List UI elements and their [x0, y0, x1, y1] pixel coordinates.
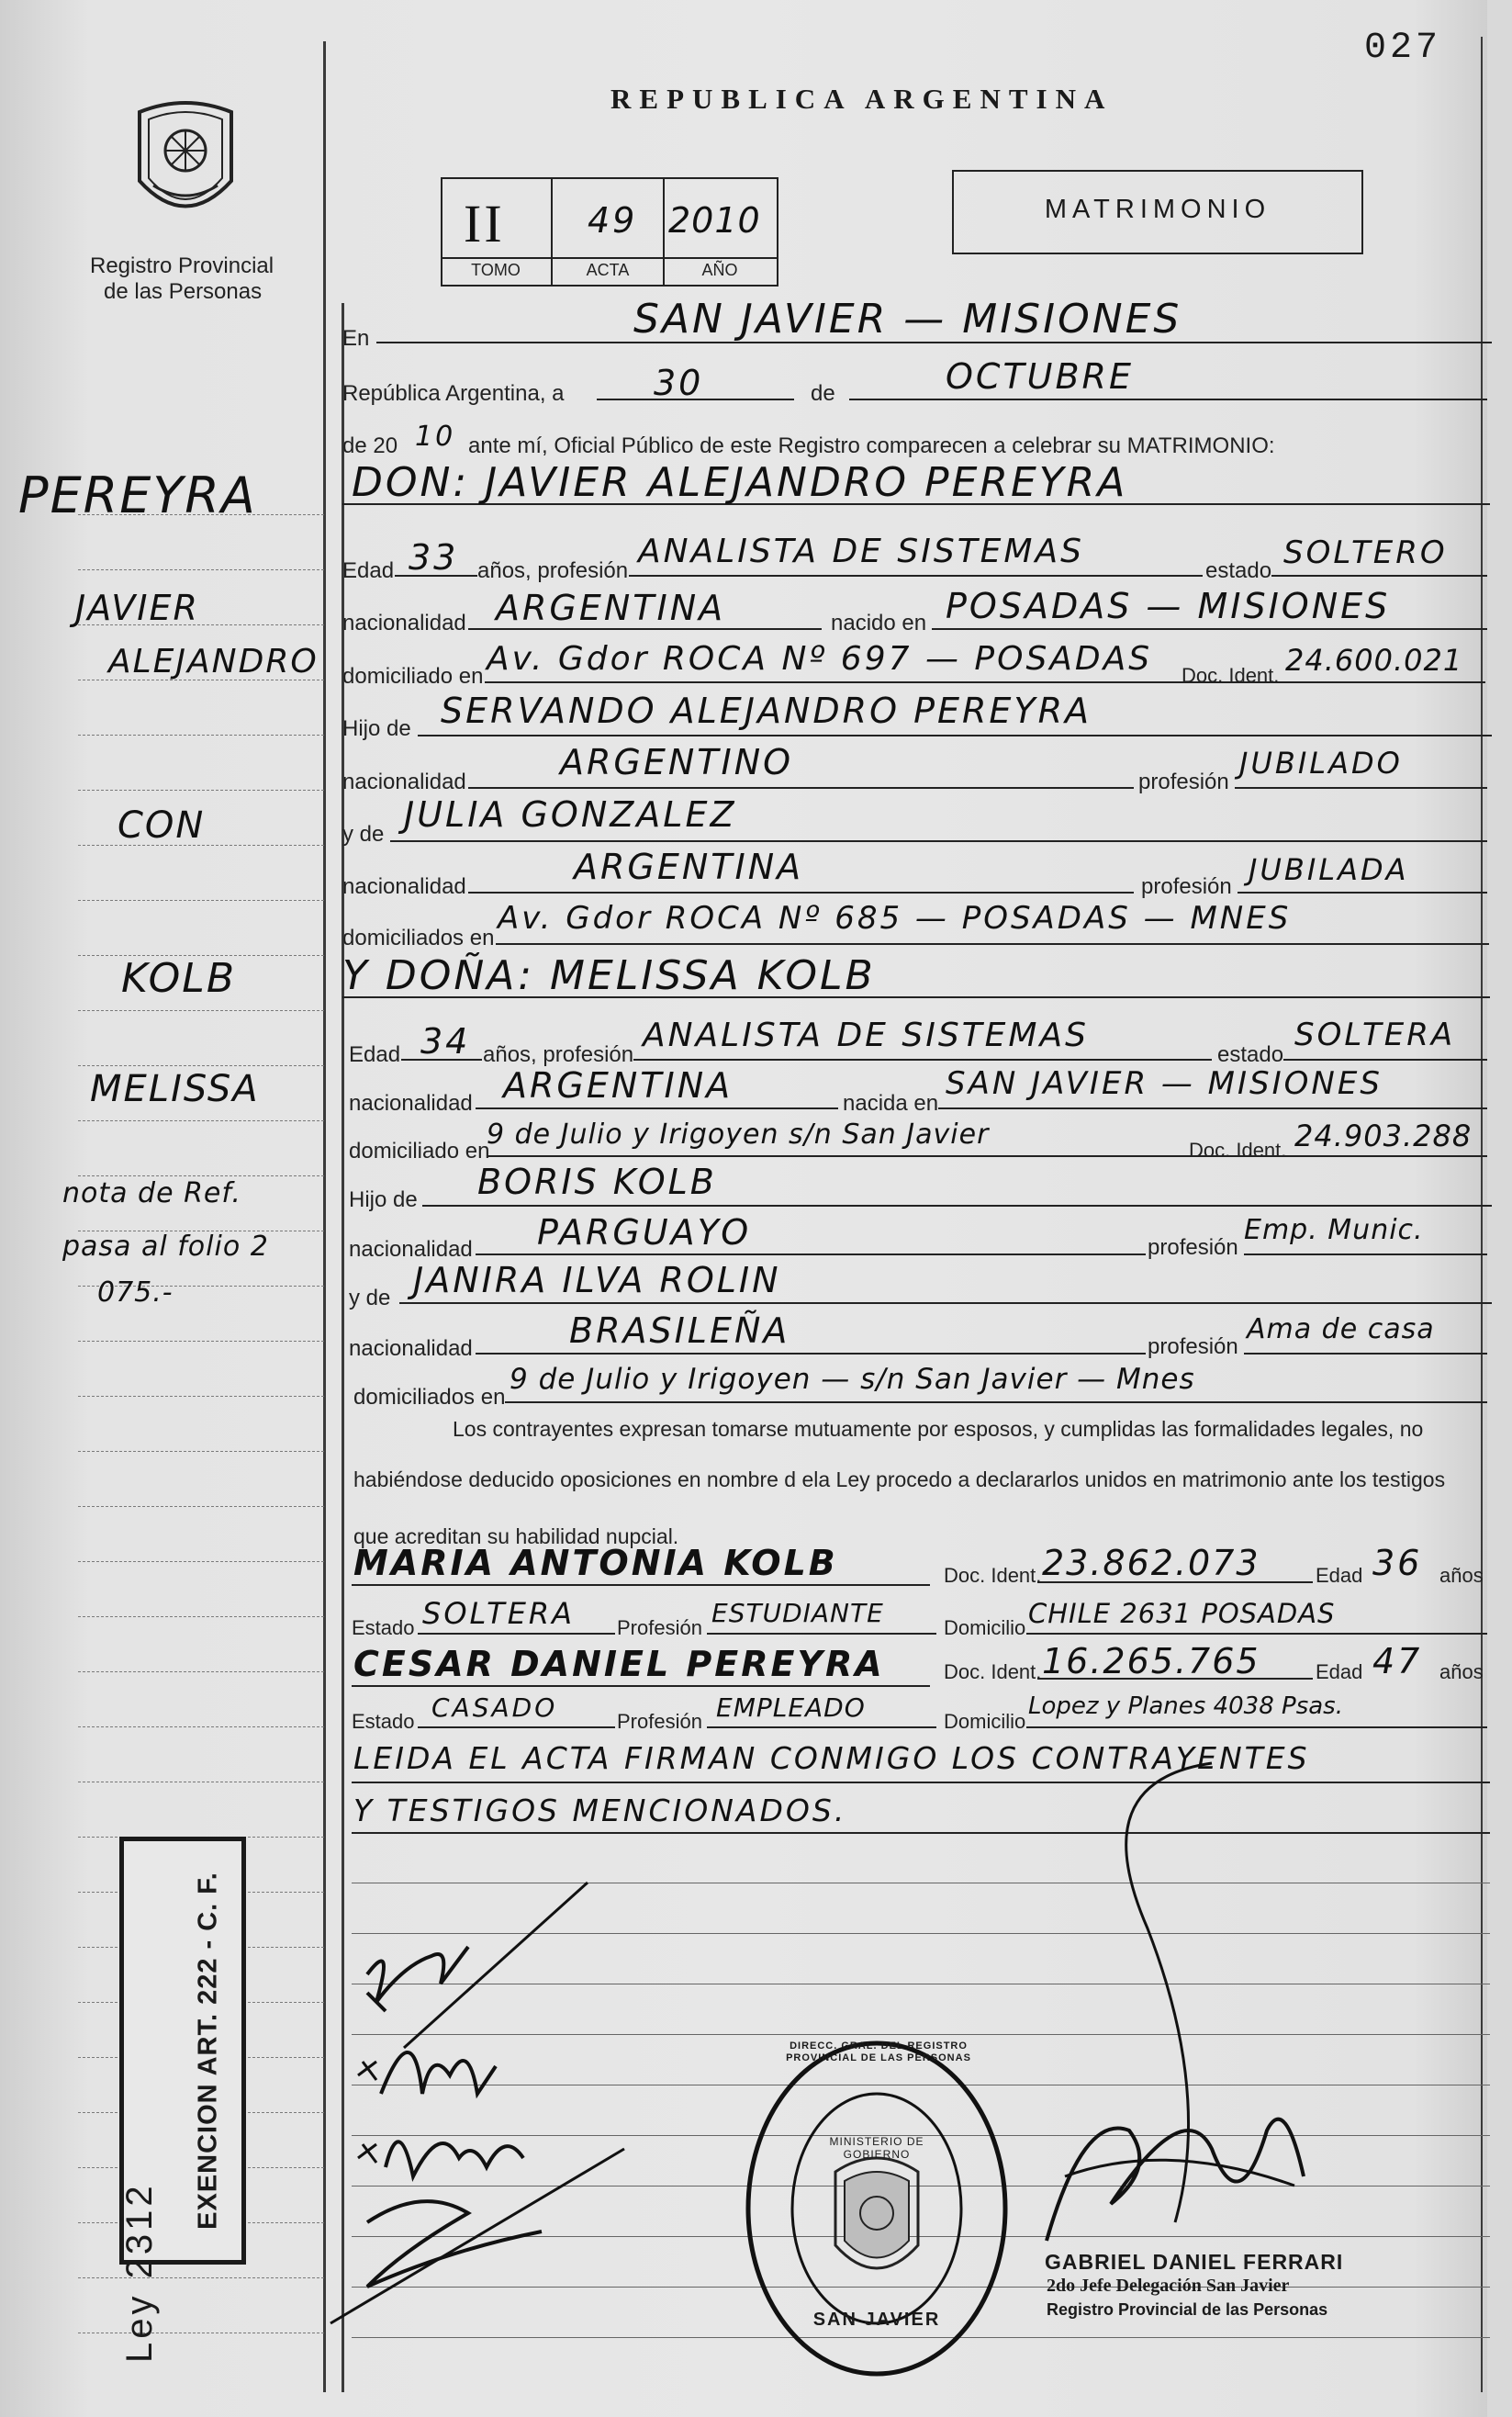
registry-line2: de las Personas — [104, 279, 263, 304]
anio-label: AÑO — [701, 261, 738, 279]
rule — [487, 1155, 1487, 1157]
tomo-label: TOMO — [471, 261, 521, 279]
witness2-age: 47 — [1372, 1641, 1423, 1681]
witness1-profession: ESTUDIANTE — [711, 1598, 884, 1628]
groom-age: 33 — [409, 537, 459, 578]
rule — [1235, 787, 1487, 789]
rule — [399, 1302, 1492, 1304]
rule — [849, 399, 1487, 400]
rule — [1244, 1353, 1487, 1355]
groom-father: SERVANDO ALEJANDRO PEREYRA — [441, 691, 1092, 731]
groom-parents-address: Av. Gdor ROCA Nº 685 — POSADAS — MNES — [498, 900, 1292, 937]
label-hijo: Hijo de — [342, 716, 411, 741]
closing-line2: Y TESTIGOS MENCIONADOS. — [353, 1793, 847, 1828]
label-yde-gm: y de — [342, 822, 385, 847]
label-republica: República Argentina, a — [342, 381, 565, 406]
groom-profession: ANALISTA DE SISTEMAS — [638, 533, 1084, 570]
margin-surname1: PEREYRA — [18, 467, 257, 524]
round-seal-bottom-text: SAN JAVIER — [812, 2310, 941, 2330]
label-anios-w2: años — [1439, 1660, 1484, 1683]
label-nacionalidad-gf: nacionalidad — [342, 770, 466, 794]
rule — [485, 681, 1485, 683]
rule — [1026, 1633, 1487, 1635]
official-signature — [1028, 1745, 1322, 2259]
rule — [1271, 575, 1487, 577]
rule — [1026, 1726, 1487, 1728]
tomo-value: II — [464, 194, 505, 253]
label-docident-b: Doc. Ident. — [1189, 1139, 1287, 1162]
rule — [633, 1059, 1212, 1061]
anio-value: 2010 — [668, 200, 761, 241]
margin-given2: MELISSA — [90, 1068, 260, 1110]
bride-doc: 24.903.288 — [1294, 1119, 1473, 1153]
rule — [476, 1353, 1146, 1355]
witness1-age: 36 — [1372, 1543, 1423, 1583]
margin-line — [78, 1671, 324, 1673]
label-de: de — [811, 381, 835, 406]
witness1-address: CHILE 2631 POSADAS — [1028, 1598, 1336, 1629]
label-estado-w1: Estado — [352, 1616, 415, 1639]
rule — [505, 1401, 1487, 1403]
groom-name: DON: JAVIER ALEJANDRO PEREYRA — [352, 459, 1128, 506]
margin-line — [78, 1396, 324, 1398]
rule — [707, 1633, 936, 1635]
signatures-drawing — [312, 1864, 643, 2342]
margin-line — [78, 900, 324, 902]
witness1-doc: 23.862.073 — [1042, 1543, 1260, 1583]
margin-line — [78, 790, 324, 792]
rule — [352, 1584, 930, 1586]
margin-line — [78, 569, 324, 571]
label-profesion-gm: profesión — [1141, 874, 1232, 899]
rule — [468, 628, 822, 630]
record-type: MATRIMONIO — [1044, 195, 1271, 224]
bride-address: 9 de Julio y Irigoyen s/n San Javier — [487, 1119, 990, 1151]
rule — [629, 575, 1203, 577]
label-yde-bm: y de — [349, 1286, 391, 1310]
label-nacido: nacido en — [831, 611, 927, 635]
label-estado-b: estado — [1217, 1042, 1284, 1067]
margin-line — [78, 1506, 324, 1508]
declaration-line3: que acreditan su habilidad nupcial. — [353, 1524, 679, 1548]
margin-line — [78, 1065, 324, 1067]
groom-mother-profession: JUBILADA — [1249, 852, 1409, 887]
label-estado-w2: Estado — [352, 1710, 415, 1733]
bride-father: BORIS KOLB — [477, 1162, 717, 1202]
groom-father-profession: JUBILADO — [1239, 746, 1403, 781]
bride-father-nationality: PARGUAYO — [537, 1212, 752, 1253]
rule — [468, 892, 1134, 894]
margin-line — [78, 1782, 324, 1783]
groom-father-nationality: ARGENTINO — [560, 742, 794, 782]
rule — [418, 735, 1492, 736]
label-hijo-b: Hijo de — [349, 1187, 418, 1212]
margin-line — [78, 735, 324, 736]
marriage-year-suffix: 10 — [415, 421, 456, 453]
margin-surname2: KOLB — [121, 955, 237, 1002]
witness2-profession: EMPLEADO — [716, 1692, 866, 1723]
label-edad-b: Edad — [349, 1042, 401, 1067]
label-edad-w2: Edad — [1316, 1660, 1363, 1683]
label-profesion-w2: Profesión — [617, 1710, 702, 1733]
rule — [938, 1107, 1487, 1109]
bride-parents-address: 9 de Julio y Irigoyen — s/n San Javier — Mnes — [510, 1363, 1195, 1396]
declaration-line1: Los contrayentes expresan tomarse mutuamente por esposos, y cumplidas las formalidades legales, no — [453, 1417, 1424, 1441]
label-docident-w1: Doc. Ident. — [944, 1564, 1042, 1587]
label-anios-prof-b: años, profesión — [483, 1042, 634, 1067]
page-number: 027 — [1364, 28, 1442, 69]
label-docident-w2: Doc. Ident. — [944, 1660, 1042, 1683]
label-nacida: nacida en — [843, 1091, 939, 1116]
closing-line1: LEIDA EL ACTA FIRMAN CONMIGO LOS CONTRAYENTES — [353, 1740, 1310, 1776]
margin-line — [78, 1726, 324, 1728]
label-domiciliados-b: domiciliados en — [353, 1385, 506, 1410]
province-seal-icon — [121, 94, 250, 231]
round-seal-outer-text: DIRECC. GRAL. DEL REGISTRO PROVINCIAL DE LAS PERSONAS — [786, 2040, 971, 2063]
rule — [468, 787, 1134, 789]
rule — [476, 1253, 1146, 1255]
round-seal — [739, 2034, 1014, 2383]
groom-birthplace: POSADAS — MISIONES — [946, 586, 1391, 626]
rule — [352, 1685, 930, 1687]
margin-given1a: JAVIER — [75, 588, 199, 628]
marriage-place: SAN JAVIER — MISIONES — [633, 296, 1182, 343]
label-de20: de 20 — [342, 433, 398, 458]
marriage-month: OCTUBRE — [946, 356, 1134, 397]
label-profesion-bf: profesión — [1148, 1235, 1238, 1260]
label-estado: estado — [1205, 558, 1272, 583]
bride-name: Y DOÑA: MELISSA KOLB — [342, 952, 876, 999]
label-profesion-w1: Profesión — [617, 1616, 702, 1639]
official-org: Registro Provincial de las Personas — [1047, 2300, 1328, 2319]
groom-mother-nationality: ARGENTINA — [574, 847, 804, 887]
label-nacionalidad-b: nacionalidad — [349, 1091, 473, 1116]
round-seal-inner-text: MINISTERIO DE GOBIERNO — [829, 2135, 924, 2161]
label-nacionalidad-bf: nacionalidad — [349, 1237, 473, 1262]
label-edad-w1: Edad — [1316, 1564, 1363, 1587]
margin-line — [78, 1341, 324, 1343]
margin-line — [78, 1616, 324, 1618]
groom-nationality: ARGENTINA — [496, 588, 726, 628]
stamp-line2: EXENCION ART. 222 - C. F. — [193, 1872, 223, 2230]
margin-line — [78, 1120, 324, 1122]
margin-line — [78, 2333, 324, 2334]
bride-estado: SOLTERA — [1294, 1017, 1456, 1053]
registry-line1: Registro Provincial — [90, 253, 274, 278]
witness2-name: CESAR DANIEL PEREYRA — [353, 1644, 885, 1684]
bride-mother-profession: Ama de casa — [1247, 1313, 1435, 1345]
label-domiciliado: domiciliado en — [342, 664, 484, 689]
margin-note3: 075.- — [97, 1276, 174, 1309]
acta-value: 49 — [588, 200, 638, 241]
rule — [496, 943, 1489, 945]
witness1-name: MARIA ANTONIA KOLB — [353, 1543, 838, 1583]
label-docident: Doc. Ident. — [1182, 664, 1280, 687]
official-title: 2do Jefe Delegación San Javier — [1047, 2276, 1290, 2296]
rule — [707, 1726, 936, 1728]
groom-doc: 24.600.021 — [1285, 643, 1463, 678]
declaration-line2: habiéndose deducido oposiciones en nombre d ela Ley procedo a declararlos unidos en matrimonio ante los testigos — [353, 1467, 1446, 1491]
rule — [476, 1107, 838, 1109]
exemption-stamp — [119, 1837, 246, 2363]
rule — [418, 1726, 615, 1728]
rule — [1283, 1059, 1487, 1061]
bride-mother-nationality: BRASILEÑA — [569, 1310, 790, 1351]
label-nacionalidad-bm: nacionalidad — [349, 1336, 473, 1361]
margin-line — [78, 1561, 324, 1563]
groom-mother: JULIA GONZALEZ — [404, 794, 737, 835]
label-domiciliado-b: domiciliado en — [349, 1139, 490, 1164]
label-en: En — [342, 326, 370, 351]
label-nacionalidad-gm: nacionalidad — [342, 874, 466, 899]
margin-line — [78, 2277, 324, 2279]
right-rule — [1481, 37, 1483, 2392]
label-anios-w1: años — [1439, 1564, 1484, 1587]
rule — [1244, 1253, 1487, 1255]
acta-label: ACTA — [586, 261, 630, 279]
label-domicilio-w2: Domicilio — [944, 1710, 1026, 1733]
table-divider — [441, 257, 777, 259]
bride-father-profession: Emp. Munic. — [1244, 1214, 1424, 1246]
witness2-address: Lopez y Planes 4038 Psas. — [1028, 1692, 1343, 1720]
groom-address: Av. Gdor ROCA Nº 697 — POSADAS — [487, 640, 1153, 678]
rule — [1238, 892, 1487, 894]
margin-note2: pasa al folio 2 — [62, 1231, 269, 1263]
bride-birthplace: SAN JAVIER — MISIONES — [946, 1065, 1383, 1102]
witness2-doc: 16.265.765 — [1042, 1641, 1260, 1681]
label-profesion-gf: profesión — [1138, 770, 1229, 794]
rule — [418, 1633, 615, 1635]
label-domicilio-w1: Domicilio — [944, 1616, 1026, 1639]
bride-profession: ANALISTA DE SISTEMAS — [643, 1017, 1089, 1054]
margin-con: CON — [118, 804, 206, 847]
margin-line — [78, 1010, 324, 1012]
country-title: REPUBLICA ARGENTINA — [610, 83, 1114, 115]
witness2-estado: CASADO — [431, 1692, 558, 1723]
label-ante: ante mí, Oficial Público de este Registro comparecen a celebrar su MATRIMONIO: — [468, 433, 1275, 458]
label-nacionalidad: nacionalidad — [342, 611, 466, 635]
margin-line — [78, 1451, 324, 1453]
stamp-line1: Ley 2312 — [119, 2182, 160, 2363]
rule — [422, 1205, 1492, 1207]
witness1-estado: SOLTERA — [422, 1596, 576, 1631]
label-domiciliados-g: domiciliados en — [342, 926, 495, 950]
bride-age: 34 — [420, 1021, 471, 1062]
marriage-day: 30 — [654, 363, 704, 403]
label-edad: Edad — [342, 558, 395, 583]
bride-mother: JANIRA ILVA ROLIN — [413, 1260, 781, 1300]
label-profesion-bm: profesión — [1148, 1334, 1238, 1359]
label-anios-prof: años, profesión — [477, 558, 629, 583]
groom-estado: SOLTERO — [1283, 534, 1448, 571]
margin-given1b: ALEJANDRO — [108, 643, 319, 680]
bride-nationality: ARGENTINA — [503, 1065, 734, 1106]
rule — [390, 840, 1487, 842]
official-name: GABRIEL DANIEL FERRARI — [1045, 2250, 1344, 2274]
rule — [932, 628, 1487, 630]
margin-note1: nota de Ref. — [62, 1177, 241, 1209]
